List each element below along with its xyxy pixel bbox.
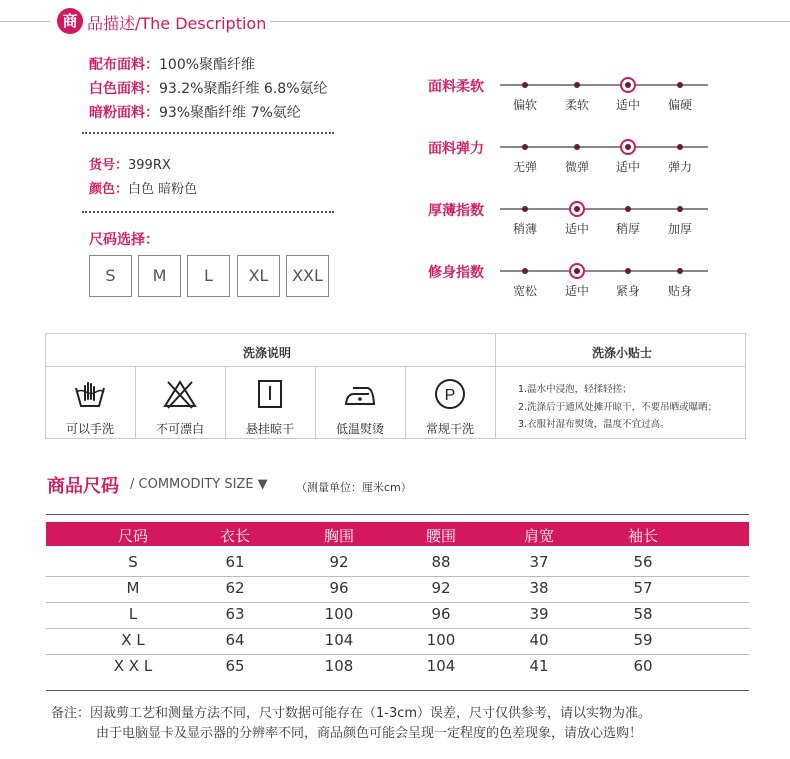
index-dot [522, 206, 528, 212]
wash-item: P 常规干洗 [405, 378, 495, 437]
size-table-cell: 39 [529, 605, 549, 623]
size-table-header-cell: 衣长 [219, 527, 250, 545]
size-table-cell: 96 [329, 579, 349, 597]
size-table-header-cell: 袖长 [627, 527, 658, 545]
material-row: 配布面料：100%聚酯纤维 [89, 57, 256, 73]
index-dot [677, 206, 683, 212]
size-table-header-cell: 尺码 [117, 527, 148, 545]
size-table-cell: S [128, 553, 138, 571]
size-table-row-divider [46, 628, 749, 629]
wash-header-right: 洗涤小贴士 [592, 346, 653, 360]
size-table-cell: 62 [225, 579, 245, 597]
size-table-row-divider [46, 602, 749, 603]
size-table-row-divider [46, 576, 749, 577]
size-table-cell: 64 [225, 631, 245, 649]
index-label: 面料柔软 [428, 79, 484, 95]
index-dot [677, 144, 683, 150]
no-bleach-icon [163, 378, 197, 410]
size-table-cell: 100 [426, 631, 456, 649]
header-title: 品描述/The Description [87, 14, 267, 33]
index-tick-label: 宽松 [512, 284, 537, 298]
size-table-cell: 38 [529, 579, 549, 597]
size-table-cell: 57 [633, 579, 653, 597]
index-selected-marker [569, 201, 585, 217]
size-table-cell: X X L [113, 657, 153, 675]
size-table-cell: 56 [633, 553, 653, 571]
size-option-xl[interactable]: XL [237, 255, 280, 297]
wash-item: 不可漂白 [135, 378, 225, 437]
wash-item: 悬挂晾干 [225, 378, 315, 437]
size-table-cell: 61 [225, 553, 245, 571]
index-dot [522, 82, 528, 88]
index-tick-label: 稍厚 [615, 222, 640, 236]
size-table-cell: 108 [324, 657, 354, 675]
size-table-cell: 104 [324, 631, 354, 649]
index-tick-label: 适中 [615, 98, 640, 112]
size-table-subtitle: / COMMODITY SIZE ▼ [130, 477, 268, 492]
size-table-cell: 100 [324, 605, 354, 623]
index-dot [574, 82, 580, 88]
header-rule-left [0, 21, 50, 22]
size-table-row-divider [46, 654, 749, 655]
size-table-cell: 96 [431, 605, 451, 623]
size-table-cell: L [128, 605, 138, 623]
index-selected-marker [569, 263, 585, 279]
index-tick-label: 弹力 [667, 160, 692, 174]
index-label: 厚薄指数 [428, 203, 484, 219]
index-tick-label: 紧身 [615, 284, 640, 298]
wash-tip: 2.洗涤后于通风处摊开晾干，不要吊晒或曝晒； [518, 402, 718, 413]
low-iron-icon [343, 378, 377, 410]
index-dot [574, 144, 580, 150]
size-table-header-cell: 肩宽 [523, 527, 554, 545]
size-table-cell: 41 [529, 657, 549, 675]
hand-wash-icon [73, 378, 107, 410]
material-row: 白色面料：93.2%聚酯纤维 6.8%氨纶 [89, 81, 328, 97]
size-option-m[interactable]: M [138, 255, 181, 297]
size-table-cell: 60 [633, 657, 653, 675]
index-tick-label: 偏硬 [667, 98, 692, 112]
divider [82, 211, 334, 213]
dry-clean-icon [433, 378, 467, 410]
size-table-cell: 40 [529, 631, 549, 649]
index-label: 修身指数 [428, 265, 484, 281]
index-dot [677, 82, 683, 88]
index-tick-label: 适中 [564, 284, 589, 298]
size-table-unit-note: （测量单位：厘米cm） [296, 481, 412, 494]
product-code: 货号：399RX [89, 158, 171, 173]
index-tick-label: 微弹 [564, 160, 589, 174]
index-tick-label: 贴身 [667, 284, 692, 298]
index-dot [522, 144, 528, 150]
wash-divider [45, 366, 746, 367]
size-option-l[interactable]: L [187, 255, 230, 297]
size-table-cell: X L [121, 631, 145, 649]
size-option-s[interactable]: S [89, 255, 132, 297]
index-tick-label: 柔软 [564, 98, 589, 112]
size-table-cell: 104 [426, 657, 456, 675]
size-table-cell: 37 [529, 553, 549, 571]
size-table-rule [46, 690, 749, 691]
material-row: 暗粉面料：93%聚酯纤维 7%氨纶 [89, 105, 301, 121]
size-table-title: 商品尺码 [47, 476, 119, 497]
index-dot [677, 268, 683, 274]
size-select-label: 尺码选择： [89, 232, 159, 248]
size-table-rule [46, 514, 749, 515]
size-table-cell: 59 [633, 631, 653, 649]
hang-dry-icon [253, 378, 287, 410]
wash-item: 低温熨烫 [315, 378, 405, 437]
index-tick-label: 适中 [564, 222, 589, 236]
size-table-cell: 65 [225, 657, 245, 675]
header-rule-right [270, 21, 790, 22]
index-tick-label: 稍薄 [512, 222, 537, 236]
divider [82, 132, 334, 134]
svg-text:P: P [444, 387, 456, 404]
index-tick-label: 加厚 [667, 222, 692, 236]
index-dot [625, 268, 631, 274]
index-tick-label: 适中 [615, 160, 640, 174]
footnote-line-1: 备注：因裁剪工艺和测量方法不同，尺寸数据可能存在（1-3cm）误差，尺寸仅供参考，请以实物为准。 [51, 706, 652, 721]
header-badge: 商 [57, 8, 83, 34]
size-table-header-cell: 胸围 [323, 527, 354, 545]
wash-item: 可以手洗 [45, 378, 135, 437]
index-dot [625, 206, 631, 212]
index-tick-label: 偏软 [512, 98, 537, 112]
size-table-cell: 88 [431, 553, 451, 571]
wash-tip: 1.温水中浸泡，轻揉轻搓； [518, 384, 632, 395]
size-table-header-cell: 腰围 [425, 527, 456, 545]
size-table-cell: 92 [329, 553, 349, 571]
wash-divider [495, 333, 496, 439]
index-selected-marker [620, 139, 636, 155]
index-selected-marker [620, 77, 636, 93]
wash-header-left: 洗涤说明 [243, 346, 292, 360]
size-table-cell: M [126, 579, 140, 597]
size-table-cell: 58 [633, 605, 653, 623]
size-table-cell: 63 [225, 605, 245, 623]
index-dot [522, 268, 528, 274]
footnote-line-2: 由于电脑显卡及显示器的分辨率不同，商品颜色可能会呈现一定程度的色差现象，请放心选购！ [96, 726, 643, 741]
index-label: 面料弹力 [428, 141, 484, 157]
size-option-xxl[interactable]: XXL [286, 255, 329, 297]
product-color: 颜色：白色 暗粉色 [89, 182, 198, 197]
size-table-cell: 92 [431, 579, 451, 597]
wash-tip: 3.衣服衬湿布熨烫，温度不宜过高。 [518, 419, 670, 430]
index-tick-label: 无弹 [512, 160, 537, 174]
